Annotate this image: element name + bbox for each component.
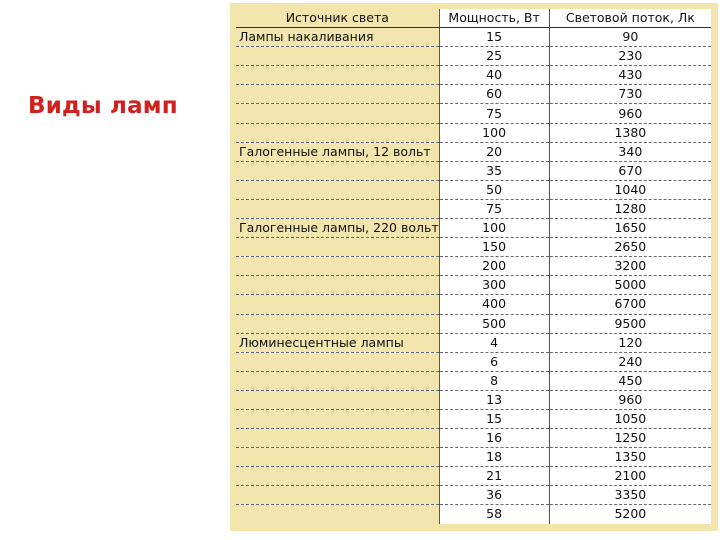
header-power: Мощность, Вт — [439, 9, 549, 28]
table-row — [236, 28, 711, 47]
header-flux: Световой поток, Лк — [549, 9, 711, 28]
power-cell: 21 — [439, 467, 549, 486]
flux-cell: 5200 — [549, 505, 711, 524]
power-cell: 60 — [439, 85, 549, 104]
header-source: Источник света — [236, 9, 439, 28]
table-row — [236, 142, 711, 161]
flux-cell: 340 — [549, 142, 711, 161]
power-cell: 75 — [439, 199, 549, 218]
flux-cell: 2650 — [549, 238, 711, 257]
power-cell: 18 — [439, 448, 549, 467]
table-row — [236, 257, 711, 276]
flux-cell: 2100 — [549, 467, 711, 486]
table-row — [236, 448, 711, 467]
source-cell — [236, 161, 439, 180]
source-cell — [236, 448, 439, 467]
flux-cell: 1040 — [549, 180, 711, 199]
source-cell: Галогенные лампы, 12 вольт — [236, 142, 439, 161]
flux-cell: 6700 — [549, 295, 711, 314]
flux-cell: 90 — [549, 28, 711, 47]
table-row — [236, 295, 711, 314]
power-cell: 20 — [439, 142, 549, 161]
source-cell — [236, 429, 439, 448]
flux-cell: 240 — [549, 352, 711, 371]
page-title: Виды ламп — [28, 93, 178, 119]
power-cell: 6 — [439, 352, 549, 371]
power-cell: 15 — [439, 28, 549, 47]
power-cell: 35 — [439, 161, 549, 180]
power-cell: 25 — [439, 47, 549, 66]
source-cell: Галогенные лампы, 220 вольт — [236, 219, 439, 238]
source-cell — [236, 123, 439, 142]
table-row — [236, 123, 711, 142]
source-cell — [236, 257, 439, 276]
power-cell: 200 — [439, 257, 549, 276]
source-cell — [236, 66, 439, 85]
power-cell: 8 — [439, 371, 549, 390]
flux-cell: 430 — [549, 66, 711, 85]
source-cell — [236, 238, 439, 257]
power-cell: 300 — [439, 276, 549, 295]
flux-cell: 670 — [549, 161, 711, 180]
table-row — [236, 219, 711, 238]
source-cell — [236, 199, 439, 218]
table-row — [236, 180, 711, 199]
power-cell: 150 — [439, 238, 549, 257]
source-cell — [236, 85, 439, 104]
source-cell — [236, 314, 439, 333]
power-cell: 16 — [439, 429, 549, 448]
power-cell: 100 — [439, 123, 549, 142]
table-row — [236, 429, 711, 448]
table-row — [236, 467, 711, 486]
flux-cell: 120 — [549, 333, 711, 352]
flux-cell: 1650 — [549, 219, 711, 238]
flux-cell: 730 — [549, 85, 711, 104]
flux-cell: 3350 — [549, 486, 711, 505]
lamp-table — [236, 9, 711, 524]
source-cell — [236, 180, 439, 199]
table-row — [236, 352, 711, 371]
table-row — [236, 486, 711, 505]
table-row — [236, 314, 711, 333]
table-row — [236, 333, 711, 352]
source-cell — [236, 47, 439, 66]
flux-cell: 1050 — [549, 409, 711, 428]
source-cell: Люминесцентные лампы — [236, 333, 439, 352]
table-row — [236, 238, 711, 257]
table-row — [236, 276, 711, 295]
source-cell — [236, 352, 439, 371]
source-cell — [236, 295, 439, 314]
power-cell: 13 — [439, 390, 549, 409]
table-row — [236, 47, 711, 66]
source-cell — [236, 409, 439, 428]
power-cell: 15 — [439, 409, 549, 428]
power-cell: 40 — [439, 66, 549, 85]
table-row — [236, 199, 711, 218]
table-row — [236, 104, 711, 123]
source-cell — [236, 505, 439, 524]
table-row — [236, 161, 711, 180]
source-cell — [236, 486, 439, 505]
table-row — [236, 85, 711, 104]
power-cell: 500 — [439, 314, 549, 333]
table-frame — [230, 3, 718, 531]
source-cell — [236, 371, 439, 390]
table-row — [236, 390, 711, 409]
flux-cell: 230 — [549, 47, 711, 66]
power-cell: 58 — [439, 505, 549, 524]
flux-cell: 1350 — [549, 448, 711, 467]
flux-cell: 1280 — [549, 199, 711, 218]
table-row — [236, 505, 711, 524]
power-cell: 50 — [439, 180, 549, 199]
table-row — [236, 371, 711, 390]
flux-cell: 450 — [549, 371, 711, 390]
source-cell — [236, 390, 439, 409]
flux-cell: 1250 — [549, 429, 711, 448]
power-cell: 4 — [439, 333, 549, 352]
source-cell — [236, 467, 439, 486]
flux-cell: 960 — [549, 104, 711, 123]
power-cell: 100 — [439, 219, 549, 238]
flux-cell: 3200 — [549, 257, 711, 276]
flux-cell: 9500 — [549, 314, 711, 333]
source-cell — [236, 276, 439, 295]
table-row — [236, 66, 711, 85]
table-row — [236, 409, 711, 428]
source-cell — [236, 104, 439, 123]
table-header-row — [236, 9, 711, 28]
power-cell: 75 — [439, 104, 549, 123]
power-cell: 400 — [439, 295, 549, 314]
flux-cell: 5000 — [549, 276, 711, 295]
source-cell: Лампы накаливания — [236, 28, 439, 47]
flux-cell: 1380 — [549, 123, 711, 142]
flux-cell: 960 — [549, 390, 711, 409]
power-cell: 36 — [439, 486, 549, 505]
